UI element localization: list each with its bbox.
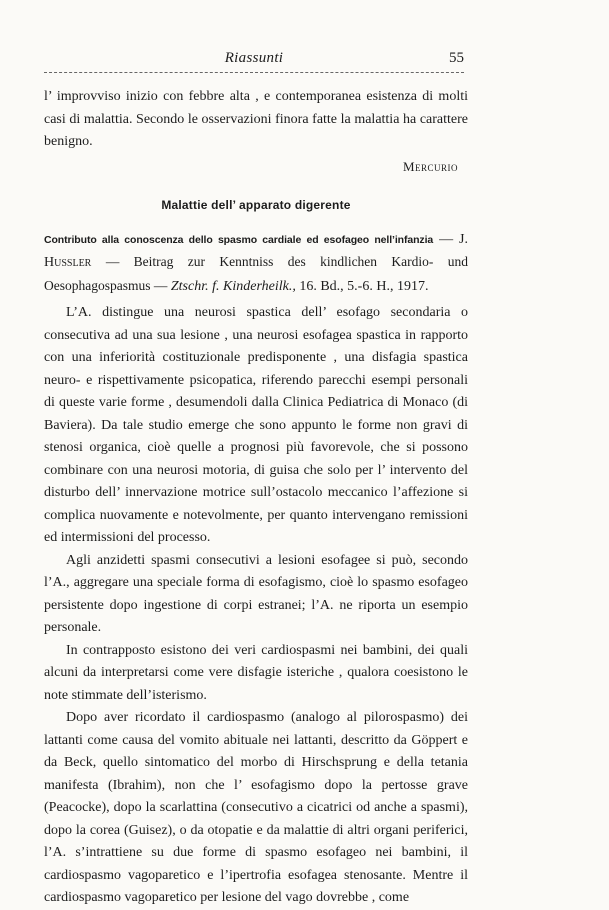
page-number: 55 <box>449 50 464 66</box>
page-header <box>44 50 464 72</box>
header-rule <box>44 72 464 73</box>
body-paragraph: Agli anzidetti spasmi consecutivi a lesioni esofagee si può, secondo l’A., aggregare una speciale forma di esofagismo, cioè lo spasmo esofageo persistente dopo ingestione di corpi estranei; l’A. ne riporta un esempio personale. <box>44 552 468 635</box>
running-title: Riassunti <box>224 50 284 66</box>
intro-paragraph: l’ improvviso inizio con febbre alta , e contemporanea esistenza di molti casi di malattia. Secondo le osservazioni finora fatte la malattia ha carattere benigno. <box>44 89 468 149</box>
page-body <box>44 86 468 910</box>
abstract-journal: Ztschr. f. Kinderheilk., <box>170 278 296 294</box>
signature: Mercurio <box>402 158 458 174</box>
section-title: Malattie dell’ apparato digerente <box>161 198 351 212</box>
abstract-title: Contributo alla conoscenza dello spasmo cardiale ed esofageo nell’infanzia <box>44 233 434 246</box>
abstract-citation <box>44 229 468 299</box>
body-paragraph: Dopo aver ricordato il cardiospasmo (analogo al pilorospasmo) dei lattanti come causa del vomito abituale nei lattanti, descritto da Göppert e da Beck, quello sintomatico del morbo di Hirschsprung e della tetania manifesta (Ibrahim), non che l’ esofagismo dopo la pertosse grave (Peacocke), dopo la scarlattina (consecutivo a cicatrici od anche a spasmi), dopo la corea (Guisez), o da otopatie e da malattie di altri organi periferici, l’A. s’intrattiene su due forme di spasmo esofageo nei bambini, il cardiospasmo vagoparetico e l’ipertrofia esofagea stenosante. Mentre il cardiospasmo vagoparetico per lesione del vago dovrebbe , come <box>44 710 468 905</box>
body-paragraph: In contrapposto esistono dei veri cardiospasmi nei bambini, dei quali alcuni da interpretarsi come vere disfagie isteriche , qualora coesistono le note stimmate dell’isterismo. <box>44 642 468 703</box>
abstract-original-title: — Beitrag zur Kenntniss des kindlichen Kardio- und Oesophagospasmus — <box>44 254 468 293</box>
abstract-volume: 16. Bd., 5.-6. H., 1917. <box>299 278 429 294</box>
abstract-author: — J. Hussler <box>44 231 468 270</box>
body-paragraph: L’A. distingue una neurosi spastica dell’ esofago secondaria o consecutiva ad una sua lesione , una neurosi esofagea spastica in rapporto con una inferiorità costituzionale predisponente , una disfagia spastica neuro- e rispettivamente psicopatica, riferendo parecchi esempi personali di queste varie forme , desumendoli dalla Clinica Pediatrica di Monaco (di Baviera). Da tale studio emerge che sono appunto le forme non gravi di stenosi organica, cioè quelle a prognosi più favorevole, che si possono combinare con una neurosi motoria, di guisa che solo per l’ intervento del disturbo dell’ innervazione motrice sull’ostacolo meccanico l’affezione si complica nuovamente e notevolmente, per quanto intervengano remissioni ed intermissioni del processo. <box>44 305 468 545</box>
